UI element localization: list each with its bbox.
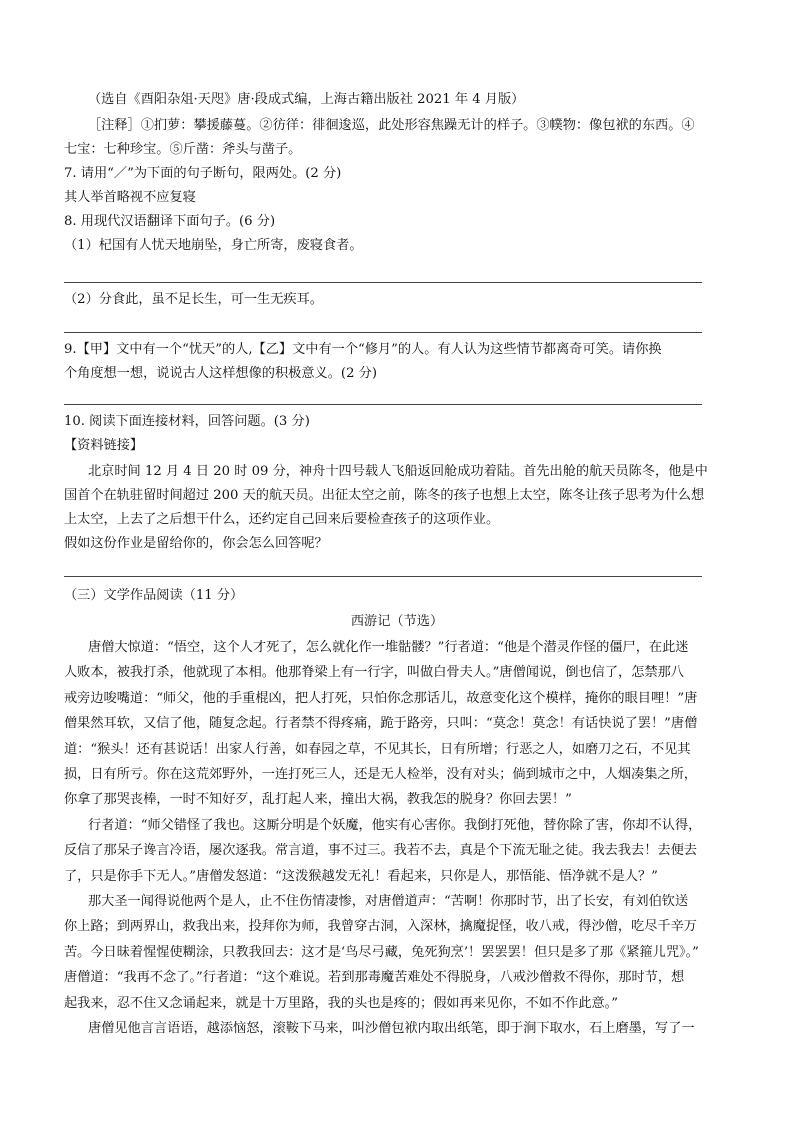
q9-line-2: 个角度想一想，说说古人这样想像的积极意义。(2 分)	[64, 366, 377, 381]
passage-line: 你拿了那哭丧棒，一时不知好歹，乱打起人来，撞出大祸，教我怎的脱身？你回去罢！”	[64, 792, 572, 808]
passage-line: 唐僧道：“我再不念了。”行者道：“这个难说。若到那毒魔苦难处不得脱身，八戒沙僧救不得你，那时节，想	[64, 970, 685, 986]
notes-line-1: ［注释］①扪萝：攀援藤蔓。②彷徉：徘徊逡巡，此处形容焦躁无计的样子。③幞物：像包袱的东西。④	[88, 118, 695, 133]
q8-item-2: （2）分食此，虽不足长生，可一生无疾耳。	[64, 292, 323, 307]
passage-title: 西游记（节选）	[350, 614, 444, 629]
passage-line: 损，日有所亏。你在这荒郊野外，一连打死三人，还是无人检举，没有对头；倘到城市之中，人烟凑集之所，	[64, 767, 697, 782]
passage-line: 你上路；到两界山，救我出来，投拜你为师，我曾穿古洞，入深林，擒魔捉怪，收八戒，得沙僧，吃尽千辛万	[64, 919, 697, 935]
passage-line: 僧果然耳软，又信了他，随复念起。行者禁不得疼痛，跪于路旁，只叫：“莫念！莫念！有话快说了罢！”唐僧	[64, 716, 698, 732]
passage-line: 了，只是你手下无人。”唐僧发怒道：“这泼猴越发无礼！看起来，只你是人，那悟能、悟净就不是人？”	[64, 868, 658, 884]
passage-line: 唐僧大惊道：“悟空，这个人才死了，怎么就化作一堆骷髅？”行者道：“他是个潜灵作怪的僵尸，在此迷	[88, 640, 689, 655]
passage-line: 起我来，忍不住又念诵起来，就是十万里路，我的头也是疼的；假如再来见你，不如不作此意。”	[64, 995, 619, 1011]
answer-line	[64, 404, 702, 405]
section-3-heading: （三）文学作品阅读（11 分）	[64, 588, 244, 603]
q10-link-title: 【资料链接】	[64, 438, 144, 453]
answer-line	[64, 332, 702, 333]
passage-line: 反信了那呆子谗言冷语，屡次逐我。常言道，事不过三。我若不去，真是个下流无耻之徒。我去我去！去便去	[64, 843, 697, 859]
q10-para-line-2: 国首个在轨驻留时间超过 200 天的航天员。出征太空之前，陈冬的孩子也想上太空，陈冬让孩子思考为什么想	[64, 488, 705, 503]
passage-line: 道：“猴头！还有甚说话！出家人行善，如春园之草，不见其长，日有所增；行恶之人，如磨刀之石，不见其	[64, 741, 691, 757]
passage-line: 戒旁边唆嘴道：“师父，他的手重棍凶，把人打死，只怕你念那话儿，故意变化这个模样，掩你的眼目哩！”唐	[64, 690, 698, 706]
q10-para-line-3: 上太空，上去了之后想干什么，还约定自己回来后要检查孩子的这项作业。	[64, 512, 500, 527]
q10-prompt: 10. 阅读下面连接材料，回答问题。(3 分)	[64, 414, 310, 429]
passage-line: 人败本，被我打杀，他就现了本相。他那脊梁上有一行字，叫做白骨夫人。”唐僧闻说，倒也信了，怎禁那八	[64, 665, 684, 681]
q7-prompt: 7. 请用“／”为下面的句子断句，限两处。(2 分)	[64, 166, 342, 181]
passage-line: 苦。今日昧着惺惺使糊涂，只教我回去：这才是‘鸟尽弓藏，兔死狗烹’！罢罢罢！但只是多了那《紧箍儿咒》。”	[64, 944, 699, 960]
q8-prompt: 8. 用现代汉语翻译下面句子。(6 分)	[64, 214, 276, 229]
q9-line-1: 9.【甲】文中有一个“忧天”的人,【乙】文中有一个“修月”的人。有人认为这些情节都离奇可笑。请你换	[64, 342, 662, 357]
passage-line: 唐僧见他言言语语，越添恼怒，滚鞍下马来，叫沙僧包袱内取出纸笔，即于涧下取水，石上磨墨，写了一	[88, 1021, 695, 1036]
q10-para-line-1: 北京时间 12 月 4 日 20 时 09 分，神舟十四号载人飞船返回舱成功着陆。首先出舱的航天员陈冬，他是中	[88, 464, 708, 479]
q10-question: 假如这份作业是留给你的，你会怎么回答呢？	[64, 536, 328, 551]
source-citation: （选自《酉阳杂俎·天咫》唐·段成式编，上海古籍出版社 2021 年 4 月版）	[88, 92, 525, 107]
passage-line: 行者道：“师父错怪了我也。这厮分明是个妖魔，他实有心害你。我倒打死他，替你除了害，你却不认得，	[88, 817, 702, 833]
q8-item-1: （1）杞国有人忧天地崩坠，身亡所寄，废寝食者。	[64, 238, 363, 253]
answer-line	[64, 282, 702, 283]
passage-line: 那大圣一闻得说他两个是人，止不住伤情凄惨，对唐僧道声：“苦啊！你那时节，出了长安，有刘伯钦送	[88, 894, 689, 909]
notes-line-2: 七宝：七种珍宝。⑤斤凿：斧头与凿子。	[64, 142, 302, 157]
answer-line	[64, 576, 702, 577]
q7-sentence: 其人举首略视不应复寝	[64, 190, 196, 205]
